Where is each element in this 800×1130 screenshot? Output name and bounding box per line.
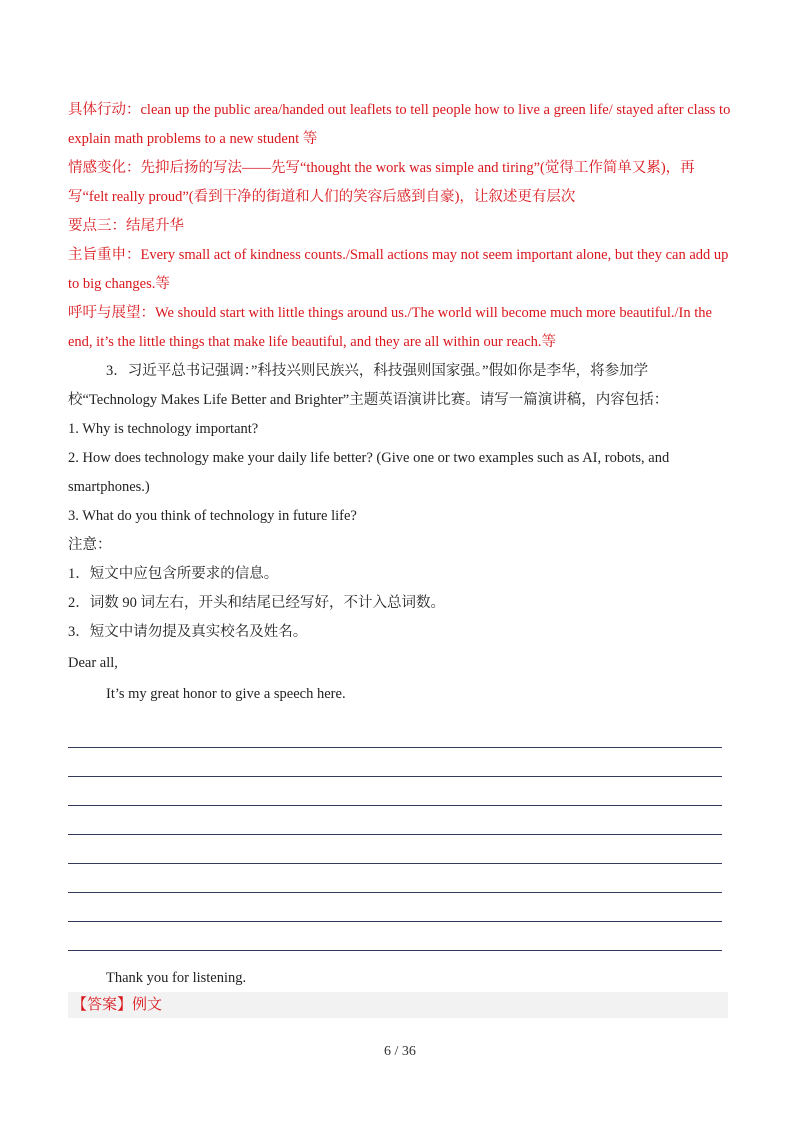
- writing-lines[interactable]: [68, 719, 722, 951]
- question-item: 3. What do you think of technology in future life?: [68, 508, 357, 524]
- writing-line[interactable]: [68, 806, 722, 835]
- answer-label: 例文: [132, 997, 163, 1013]
- guidance-theme-restate: 主旨重申：Every small act of kindness counts./Small actions may not seem important alone, but they can add up to big changes.等: [68, 247, 729, 292]
- question-intro: 3．习近平总书记强调：”科技兴则民族兴，科技强则国家强。”假如你是李华，将参加学校“Technology Makes Life Better and Brighter”主题英语演讲比赛。请写一篇演讲稿，内容包括：: [68, 363, 669, 408]
- writing-line[interactable]: [68, 777, 722, 806]
- speech-opening: It’s my great honor to give a speech here.: [106, 686, 346, 702]
- guidance-concrete-actions: 具体行动：clean up the public area/handed out leaflets to tell people how to live a green life/ stayed after class to explain math problems to a new student 等: [68, 102, 731, 147]
- answer-header: [68, 992, 728, 1018]
- note-item: 2．词数 90 词左右，开头和结尾已经写好，不计入总词数。: [68, 595, 445, 611]
- writing-line[interactable]: [68, 893, 722, 922]
- writing-line[interactable]: [68, 922, 722, 951]
- writing-line[interactable]: [68, 719, 722, 748]
- writing-line[interactable]: [68, 748, 722, 777]
- guidance-call-outlook: 呼吁与展望：We should start with little things around us./The world will become much more beautiful./In the end, it’s the little things that make life beautiful, and they are all within our reach.等: [68, 305, 712, 350]
- red-guidance-section: [68, 96, 732, 357]
- notes-label: 注意：: [68, 537, 112, 553]
- guidance-emotion-change: 情感变化：先抑后扬的写法——先写“thought the work was simple and tiring”(觉得工作简单又累)，再写“felt really proud”(看到干净的街道和人们的笑容后感到自豪)，让叙述更有层次: [68, 160, 695, 205]
- writing-line[interactable]: [68, 864, 722, 893]
- note-item: 1．短文中应包含所要求的信息。: [68, 566, 279, 582]
- salutation: Dear all,: [68, 655, 118, 671]
- question-item: 1. Why is technology important?: [68, 421, 259, 437]
- writing-line[interactable]: [68, 835, 722, 864]
- guidance-point-three: 要点三：结尾升华: [68, 218, 184, 234]
- question-item: 2. How does technology make your daily life better? (Give one or two examples such as AI, robots, and smartphones.): [68, 450, 670, 495]
- answer-tag: 【答案】: [72, 997, 133, 1013]
- page-number: 6 / 36: [384, 1044, 416, 1059]
- speech-closing: Thank you for listening.: [106, 970, 247, 986]
- question-section: [68, 357, 732, 709]
- note-item: 3．短文中请勿提及真实校名及姓名。: [68, 624, 308, 640]
